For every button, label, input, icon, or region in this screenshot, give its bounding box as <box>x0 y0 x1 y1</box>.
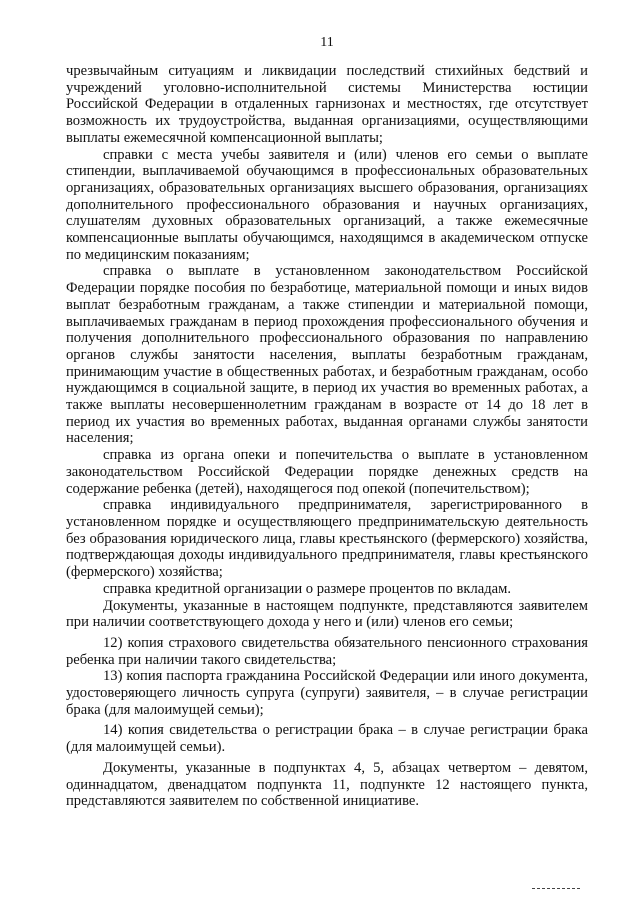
paragraph: 14) копия свидетельства о регистрации брака – в случае регистрации брака (для малоимущей семьи). <box>66 722 588 756</box>
page-number: 11 <box>320 35 334 50</box>
document-body <box>66 63 588 810</box>
footer-rule <box>532 888 580 890</box>
paragraph: справки с места учебы заявителя и (или) членов его семьи о выплате стипендии, выплачиваемой обучающимся в профессиональных образовательных организациях, образовательных организациях высшего образования, организациях дополнительного профессионального образования и научных организациях, слушателям духовных образовательных организаций, а также ежемесячные компенсационные выплаты обучающимся, находящимся в академическом отпуске по медицинским показаниям; <box>66 146 588 263</box>
paragraph: 13) копия паспорта гражданина Российской Федерации или иного документа, удостоверяющего личность супруга (супруги) заявителя, – в случае регистрации брака (для малоимущей семьи); <box>66 668 588 718</box>
paragraph: справка о выплате в установленном законодательством Российской Федерации порядке пособия по безработице, материальной помощи и иных видов выплат безработным гражданам, а также стипендии и материальной помощи, выплачиваемых гражданам в период прохождения профессионального обучения и получения дополнительного профессионального образования по направлению органов службы занятости населения, выплаты безработным гражданам, принимающим участие в общественных работах, и безработным гражданам, особо нуждающимся в социальной защите, в период их участия во временных работах, а также выплаты несовершеннолетним гражданам в возрасте от 14 до 18 лет в период их участия во временных работах, выданная органами службы занятости населения; <box>66 263 588 447</box>
paragraph: чрезвычайным ситуациям и ликвидации последствий стихийных бедствий и учреждений уголовно-исполнительной системы Министерства юстиции Российской Федерации в отдаленных гарнизонах и местностях, где отсутствует возможность их трудоустройства, выданная организациями, осуществляющими выплаты ежемесячной компенсационной выплаты; <box>66 63 588 146</box>
paragraph: 12) копия страхового свидетельства обязательного пенсионного страхования ребенка при наличии такого свидетельства; <box>66 634 588 668</box>
paragraph: справка кредитной организации о размере процентов по вкладам. <box>103 580 512 597</box>
paragraph: справка из органа опеки и попечительства о выплате в установленном законодательством Российской Федерации порядке денежных средств на содержание ребенка (детей), находящегося под опекой (попечительством); <box>66 447 588 497</box>
paragraph: справка индивидуального предпринимателя, зарегистрированного в установленном порядке и осуществляющего предпринимательскую деятельность без образования юридического лица, главы крестьянского (фермерского) хозяйства, подтверждающая доходы индивидуального предпринимателя, главы крестьянского (фермерского) хозяйства; <box>66 497 588 581</box>
paragraph: Документы, указанные в настоящем подпункте, представляются заявителем при наличии соответствующего дохода у него и (или) членов его семьи; <box>66 597 588 631</box>
paragraph: Документы, указанные в подпунктах 4, 5, абзацах четвертом – девятом, одиннадцатом, двенадцатом подпункта 11, подпункте 12 настоящего пункта, представляются заявителем по собственной инициативе. <box>66 759 588 810</box>
